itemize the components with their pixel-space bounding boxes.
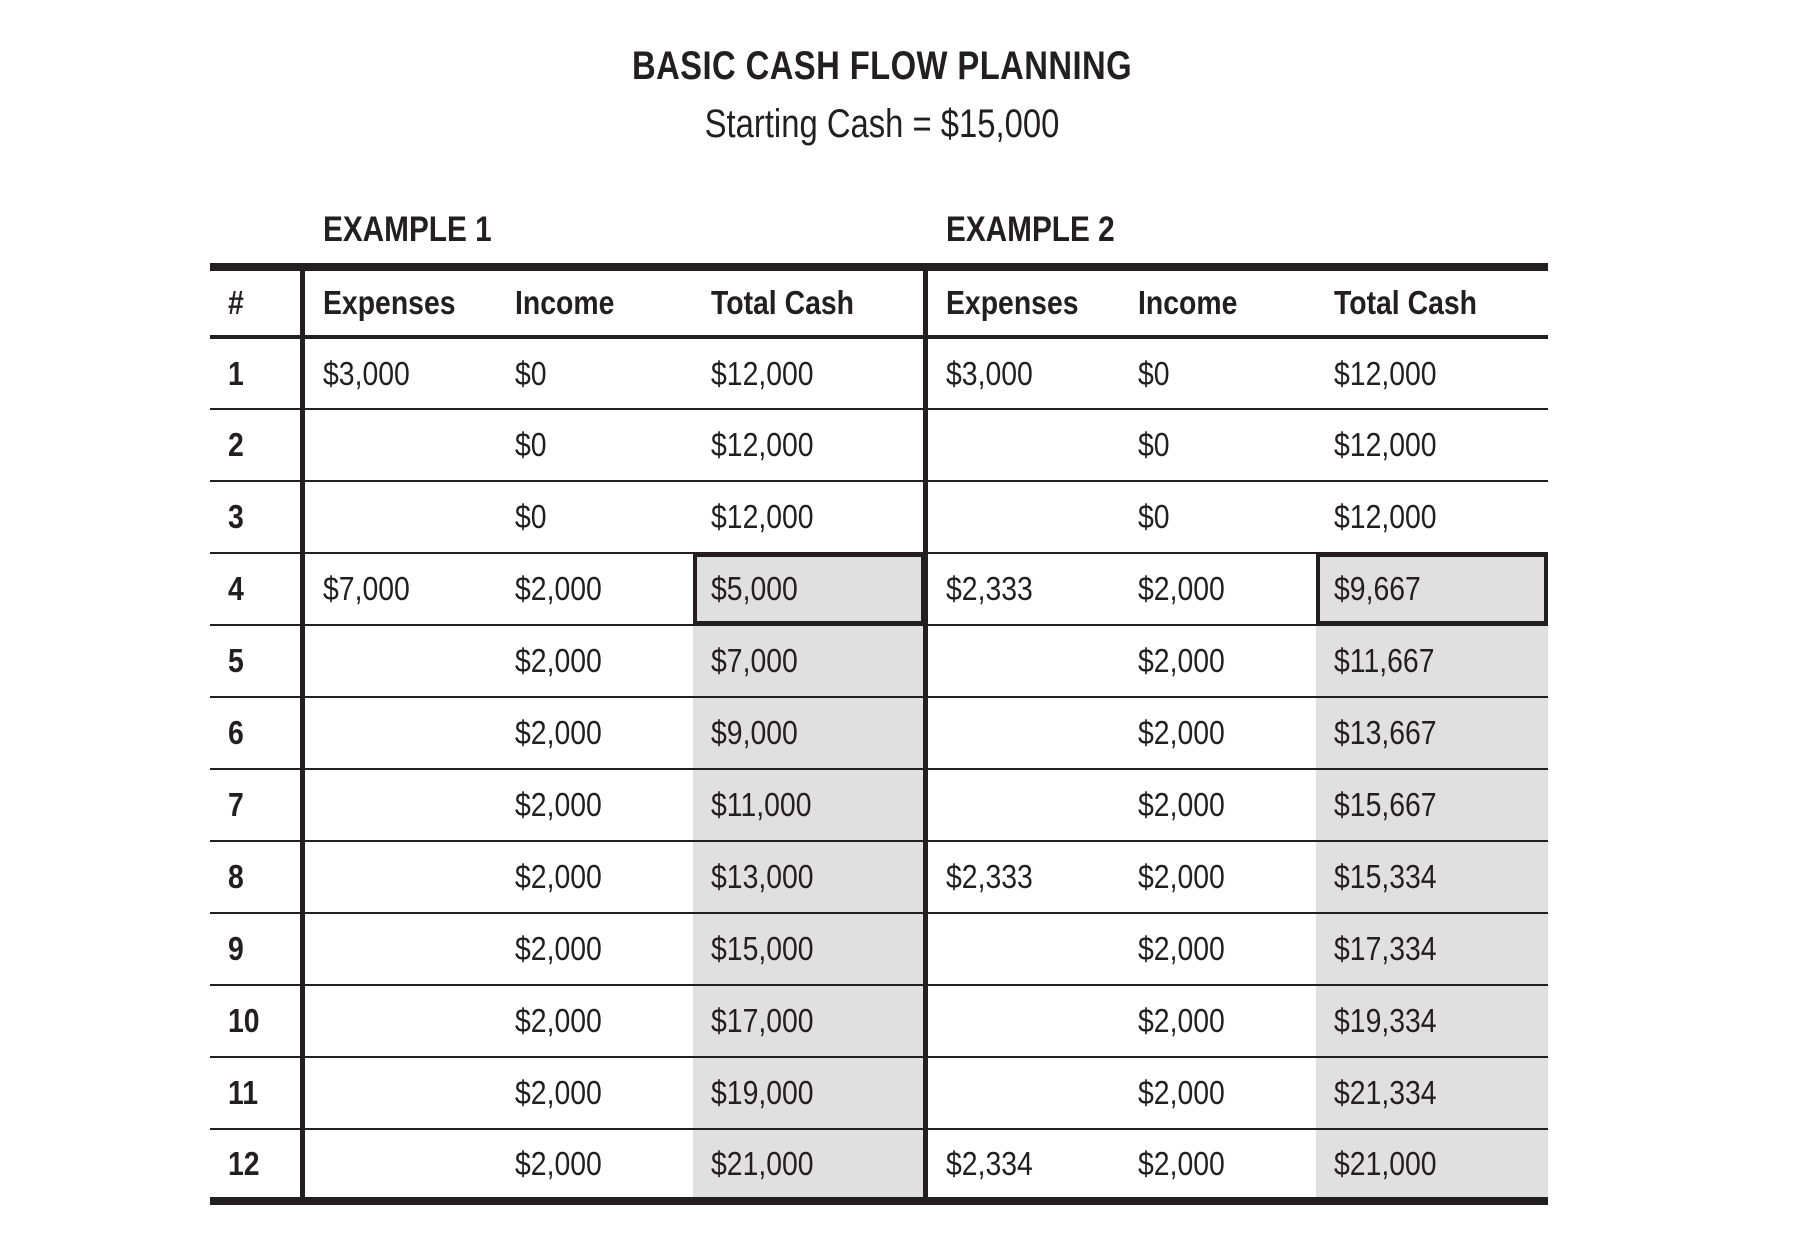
table-row [210, 337, 1548, 409]
example-1-income-cell: $0 [497, 481, 692, 553]
example-2-income-cell: $2,000 [1120, 841, 1315, 913]
example-2-income-cell: $2,000 [1120, 1057, 1315, 1129]
example-1-total-cash-cell: $21,000 [693, 1129, 925, 1201]
table-row [210, 841, 1548, 913]
example-1-expenses-cell [302, 625, 497, 697]
row-number-cell: 11 [210, 1057, 302, 1129]
table-row [210, 481, 1548, 553]
example-1-income-cell: $2,000 [497, 553, 692, 625]
example-1-total-cash-cell: $7,000 [693, 625, 925, 697]
example-1-income-cell: $2,000 [497, 697, 692, 769]
column-header-total-cash-2: Total Cash [1316, 267, 1548, 337]
example-2-expenses-cell [925, 697, 1120, 769]
row-number-cell: 6 [210, 697, 302, 769]
row-number-cell: 4 [210, 553, 302, 625]
row-number-cell: 10 [210, 985, 302, 1057]
example-2-income-cell: $2,000 [1120, 553, 1315, 625]
example-2-expenses-cell [925, 913, 1120, 985]
example-2-total-cash-cell: $9,667 [1316, 553, 1548, 625]
example-2-income-cell: $0 [1120, 337, 1315, 409]
example-1-income-cell: $2,000 [497, 769, 692, 841]
example-1-label: EXAMPLE 1 [323, 210, 492, 249]
example-2-expenses-cell [925, 1057, 1120, 1129]
table-row [210, 553, 1548, 625]
example-2-total-cash-cell: $11,667 [1316, 625, 1548, 697]
example-2-total-cash-cell: $19,334 [1316, 985, 1548, 1057]
column-header-income-2: Income [1120, 267, 1315, 337]
example-1-income-cell: $2,000 [497, 985, 692, 1057]
example-2-income-cell: $2,000 [1120, 985, 1315, 1057]
example-1-income-cell: $2,000 [497, 1057, 692, 1129]
table-row [210, 769, 1548, 841]
row-number-cell: 7 [210, 769, 302, 841]
example-1-expenses-cell [302, 697, 497, 769]
row-number-cell: 9 [210, 913, 302, 985]
row-number-cell: 2 [210, 409, 302, 481]
cash-flow-table [210, 263, 1548, 1205]
page-subtitle: Starting Cash = $15,000 [704, 102, 1060, 146]
table-row [210, 625, 1548, 697]
example-1-total-cash-cell: $15,000 [693, 913, 925, 985]
example-1-income-cell: $2,000 [515, 1144, 603, 1182]
page-title: BASIC CASH FLOW PLANNING [631, 44, 1132, 88]
column-header-income-1: Income [497, 267, 692, 337]
row-number-cell: 3 [210, 481, 302, 553]
row-number-cell: 8 [210, 841, 302, 913]
example-2-expenses-cell [925, 409, 1120, 481]
example-1-expenses-cell [302, 841, 497, 913]
example-2-label: EXAMPLE 2 [946, 210, 1115, 249]
example-1-income-cell: $0 [497, 409, 692, 481]
example-1-expenses-cell: $3,000 [302, 337, 497, 409]
table-row [210, 985, 1548, 1057]
example-1-total-cash-cell: $19,000 [693, 1057, 925, 1129]
example-1-total-cash-cell: $5,000 [693, 553, 925, 625]
table-row [210, 1057, 1548, 1129]
example-2-income-cell: $0 [1120, 409, 1315, 481]
example-2-total-cash-cell: $12,000 [1316, 481, 1548, 553]
example-2-income-cell: $2,000 [1120, 625, 1315, 697]
table-row [210, 697, 1548, 769]
row-number-cell: 5 [210, 625, 302, 697]
example-2-total-cash-cell: $21,000 [1316, 1129, 1548, 1201]
example-2-expenses-cell [925, 481, 1120, 553]
example-1-expenses-cell [302, 1129, 497, 1201]
example-2-total-cash-cell: $12,000 [1316, 409, 1548, 481]
example-2-income-cell: $0 [1120, 481, 1315, 553]
table-row [210, 913, 1548, 985]
example-1-expenses-cell [302, 985, 497, 1057]
example-1-income-cell: $2,000 [497, 841, 692, 913]
example-1-total-cash-cell: $9,000 [693, 697, 925, 769]
row-number-cell: 1 [210, 337, 302, 409]
example-1-expenses-cell [302, 409, 497, 481]
example-1-total-cash-cell: $13,000 [693, 841, 925, 913]
table-row [210, 1129, 1548, 1201]
example-2-total-cash-cell: $15,334 [1316, 841, 1548, 913]
example-1-expenses-cell [302, 1057, 497, 1129]
example-2-income-cell: $2,000 [1120, 697, 1315, 769]
example-2-expenses-cell: $2,333 [925, 553, 1120, 625]
example-1-total-cash-cell: $12,000 [693, 481, 925, 553]
example-1-income-cell: $0 [497, 337, 692, 409]
example-2-income-cell: $2,000 [1120, 913, 1315, 985]
example-1-expenses-cell [302, 913, 497, 985]
example-1-total-cash-cell: $11,000 [693, 769, 925, 841]
example-2-total-cash-cell: $21,334 [1316, 1057, 1548, 1129]
example-2-total-cash-cell: $17,334 [1316, 913, 1548, 985]
example-1-total-cash-cell: $12,000 [693, 409, 925, 481]
example-2-expenses-cell [925, 769, 1120, 841]
example-1-income-cell: $2,000 [497, 625, 692, 697]
example-1-income-cell: $2,000 [497, 913, 692, 985]
example-2-total-cash-cell: $15,667 [1316, 769, 1548, 841]
example-2-income-cell: $2,000 [1120, 769, 1315, 841]
example-2-expenses-cell: $2,334 [925, 1129, 1120, 1201]
example-2-expenses-cell: $2,333 [925, 841, 1120, 913]
example-1-total-cash-cell: $12,000 [693, 337, 925, 409]
column-header-total-cash-1: Total Cash [693, 267, 925, 337]
column-header-expenses-2: Expenses [925, 267, 1120, 337]
row-number-cell: 12 [228, 1144, 260, 1182]
example-2-expenses-cell [925, 985, 1120, 1057]
example-1-expenses-cell: $7,000 [302, 553, 497, 625]
header-row [210, 267, 1548, 337]
table-row [210, 409, 1548, 481]
example-1-expenses-cell [302, 769, 497, 841]
example-2-total-cash-cell: $12,000 [1316, 337, 1548, 409]
column-header-expenses-1: Expenses [302, 267, 497, 337]
column-header-number: # [210, 267, 302, 337]
example-2-income-cell: $2,000 [1138, 1144, 1226, 1182]
example-2-total-cash-cell: $13,667 [1316, 697, 1548, 769]
example-1-expenses-cell [302, 481, 497, 553]
example-2-expenses-cell: $3,000 [925, 337, 1120, 409]
example-2-expenses-cell [925, 625, 1120, 697]
example-1-total-cash-cell: $17,000 [693, 985, 925, 1057]
